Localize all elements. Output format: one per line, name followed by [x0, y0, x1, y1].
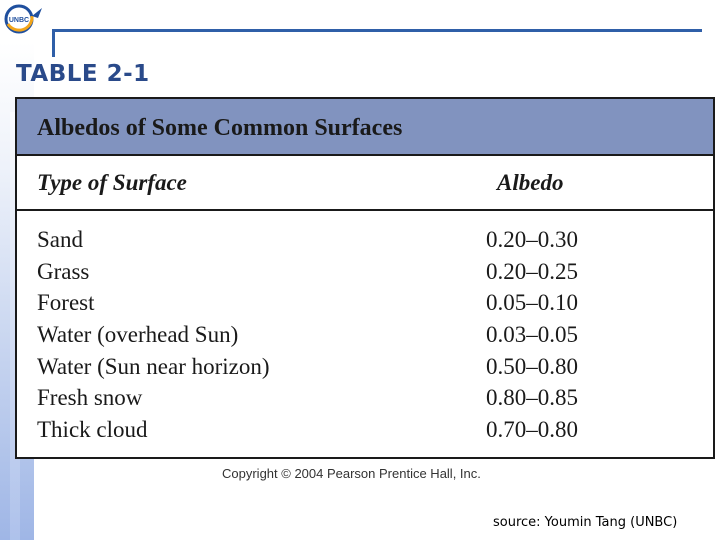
table-caption: Albedos of Some Common Surfaces [37, 115, 403, 141]
cell-albedo: 0.20–0.30 [486, 227, 578, 252]
cell-albedo: 0.50–0.80 [486, 353, 578, 379]
table-row [17, 417, 713, 449]
cell-albedo: 0.03–0.05 [486, 322, 578, 348]
column-header-albedo: Albedo [497, 170, 564, 195]
cell-surface: Water (Sun near horizon) [37, 353, 270, 379]
column-header-surface: Type of Surface [37, 170, 187, 195]
cell-albedo: 0.05–0.10 [486, 290, 578, 316]
institution-logo-icon [2, 2, 46, 36]
cell-surface: Sand [37, 227, 83, 252]
cell-surface: Forest [37, 290, 95, 316]
cell-albedo: 0.80–0.85 [486, 385, 578, 411]
top-vertical-rule [52, 29, 55, 57]
table-row [17, 259, 713, 291]
cell-albedo: 0.20–0.25 [486, 258, 578, 284]
cell-albedo: 0.70–0.80 [486, 417, 578, 443]
table-row [17, 354, 713, 386]
cell-surface: Grass [37, 258, 90, 284]
table-row [17, 385, 713, 417]
cell-surface: Water (overhead Sun) [37, 322, 239, 348]
table-row [17, 322, 713, 354]
cell-surface: Thick cloud [37, 417, 148, 443]
source-credit: source: Youmin Tang (UNBC) [493, 515, 678, 530]
top-horizontal-rule [52, 29, 702, 32]
copyright-notice: Copyright © 2004 Pearson Prentice Hall, Inc. [222, 466, 481, 481]
table-row [17, 227, 713, 259]
table-number-label: TABLE 2-1 [16, 61, 150, 87]
cell-surface: Fresh snow [37, 385, 143, 411]
albedo-table [15, 97, 715, 459]
svg-text:UNBC: UNBC [8, 17, 30, 24]
table-row [17, 290, 713, 322]
table-body [17, 227, 713, 449]
table-caption-band [17, 99, 713, 156]
table-header-row [17, 156, 713, 211]
